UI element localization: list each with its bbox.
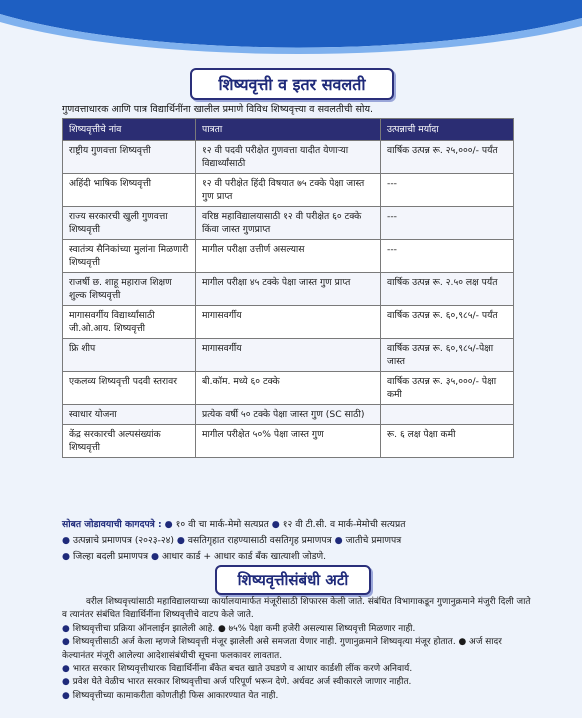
list-item [62,690,532,703]
list-item [62,663,532,676]
cell-eligibility: मागील परीक्षा उत्तीर्ण असल्यास [196,240,381,273]
cell-income: वार्षिक उत्पन्न रू. २.५० लक्ष पर्यंत [381,273,514,306]
terms-list [62,623,532,703]
bullet-icon: ● [62,535,71,546]
bullet-icon: ● [62,677,70,688]
document-item: वसतिगृहात राहण्यासाठी वसतिगृह प्रमाणपत्र [187,535,332,546]
term-text: शिष्यवृत्तीच्या कामाकरीता कोणतीही फिस आकारण्यात येत नाही. [72,690,279,701]
cell-name: स्वाधार योजना [63,405,196,425]
cell-name: अहिंदी भाषिक शिष्यवृत्ती [63,174,196,207]
cell-name: राष्ट्रीय गुणवत्ता शिष्यवृत्ती [63,141,196,174]
document-item: जातीचे प्रमाणपत्र [345,535,402,546]
term-text: प्रवेश घेते वेळीच भारत सरकार शिष्यवृत्तीचा अर्ज परिपूर्ण भरून देणे. अर्धवट अर्ज स्वीकारले जाणार नाहीत. [72,677,412,688]
table-row [63,405,514,425]
document-item: १२ वी टी.सी. व मार्क-मेमोची सत्यप्रत [282,519,406,530]
cell-eligibility: प्रत्येक वर्षी ५० टक्के पेक्षा जास्त गुण (SC साठी) [196,405,381,425]
header-scholarship-name: शिष्यवृत्तीचे नांव [63,119,196,141]
bullet-icon: ● [62,551,71,562]
table-row [63,207,514,240]
cell-eligibility: मागासवर्गीय [196,339,381,372]
term-text: शिष्यवृत्तीसाठी अर्ज केला म्हणजे शिष्यवृत्ती मंजूर झालेली असे समजता येणार नाही. गुणानुक्रमाने शिष्यवृत्या मंजूर होतात. ● अर्ज सादर केल्यानंतर मंजूरी आलेल्या आदेशासंबंधीची सूचना फलकावर लावतात. [62,637,502,661]
bullet-icon: ● [62,664,70,675]
cell-eligibility: वरिष्ठ महाविद्यालयासाठी १२ वी परीक्षेत ६० टक्के किंवा जास्त गुणप्राप्त [196,207,381,240]
document-item: जिल्हा बदली प्रमाणपत्र [73,551,149,562]
bullet-icon: ● [62,623,70,634]
bullet-icon: ● [176,535,185,546]
cell-name: स्वातंत्र्य सैनिकांच्या मुलांना मिळणारी शिष्यवृत्ती [63,240,196,273]
cell-eligibility: १२ वी पदवी परीक्षेत गुणवत्ता यादीत येणाऱ्या विद्यार्थ्यांसाठी [196,141,381,174]
table-row [63,425,514,458]
cell-name: एकलव्य शिष्यवृत्ती पदवी स्तरावर [63,372,196,405]
bullet-icon: ● [164,519,173,530]
cell-income: वार्षिक उत्पन्न रू. ३५,०००/- पेक्षा कमी [381,372,514,405]
cell-name: राजर्षी छ. शाहू महाराज शिक्षण शुल्क शिष्यवृत्ती [63,273,196,306]
cell-name: मागासवर्गीय विद्यार्थ्यांसाठी जी.ओ.आय. शिष्यवृत्ती [63,306,196,339]
documents-lead: सोबत जोडावयाची कागदपत्रे : [62,519,162,530]
cell-income: वार्षिक उत्पन्न रू. २५,०००/- पर्यंत [381,141,514,174]
cell-eligibility: मागासवर्गीय [196,306,381,339]
scholarship-heading: शिष्यवृत्ती व इतर सवलती [190,68,394,100]
list-item [62,636,532,663]
cell-eligibility: मागील परीक्षेत ५०% पेक्षा जास्त गुण [196,425,381,458]
cell-eligibility: बी.कॉम. मध्ये ६० टक्के [196,372,381,405]
cell-eligibility: १२ वी परीक्षेत हिंदी विषयात ७५ टक्के पेक्षा जास्त गुण प्राप्त [196,174,381,207]
cell-income: --- [381,240,514,273]
cell-income [381,405,514,425]
table-row [63,273,514,306]
list-item [62,676,532,689]
table-row [63,240,514,273]
terms-section [62,596,532,703]
bullet-icon: ● [334,535,343,546]
cell-name: राज्य सरकारची खुली गुणवत्ता शिष्यवृत्ती [63,207,196,240]
cell-income: --- [381,207,514,240]
cell-income: रू. ६ लक्ष पेक्षा कमी [381,425,514,458]
table-row [63,339,514,372]
header-income-limit: उत्पन्नाची मर्यादा [381,119,514,141]
document-item: १० वी चा मार्क-मेमो सत्यप्रत [175,519,269,530]
table-header-row [63,119,514,141]
top-wave-decoration [0,0,582,60]
cell-income: --- [381,174,514,207]
table-row [63,372,514,405]
cell-eligibility: मागील परीक्षा ४५ टक्के पेक्षा जास्त गुण प्राप्त [196,273,381,306]
cell-income: वार्षिक उत्पन्न रू. ६०,९८५/- पर्यंत [381,306,514,339]
bullet-icon: ● [62,690,70,701]
scholarship-table [62,118,514,458]
term-text: भारत सरकार शिष्यवृत्तीधारक विद्यार्थिनींना बँकेत बचत खाते उघडणे व आधार कार्डशी लींक करणे अनिवार्य. [72,664,413,675]
bullet-icon: ● [271,519,280,530]
intro-text: गुणवत्ताधारक आणि पात्र विद्यार्थिनींना खालील प्रमाणे विविध शिष्यवृत्त्या व सवलतीची सोय. [62,104,374,115]
document-item: उत्पन्नाचे प्रमाणपत्र (२०२३-२४) [73,535,174,546]
table-row [63,174,514,207]
terms-intro: वरील शिष्यवृत्त्यांसाठी महाविद्यालयाच्या कार्यालयामार्फत मंजूरीसाठी शिफारस केली जाते. संबंधित विभागाकडून गुणानुक्रमाने मंजुरी दिली जाते व त्यानंतर संबंधित विद्यार्थिनींना शिष्यवृत्तीचे वाटप केले जाते. [62,597,531,621]
term-text: शिष्यवृत्तीचा प्रक्रिया ऑनलाईन झालेली आहे. ● ७५% पेक्षा कमी हजेरी असल्यास शिष्यवृत्ती मिळणार नाही. [72,623,416,634]
cell-name: फ्रि शीप [63,339,196,372]
list-item [62,623,532,636]
table-row [63,306,514,339]
cell-income: वार्षिक उत्पन्न रू. ६०,९८५/-पेक्षा जास्त [381,339,514,372]
header-eligibility: पात्रता [196,119,381,141]
bullet-icon: ● [150,551,160,562]
required-documents [62,517,562,565]
cell-name: केंद्र सरकारची अल्पसंख्यांक शिष्यवृत्ती [63,425,196,458]
table-row [63,141,514,174]
bullet-icon: ● [62,637,70,648]
terms-heading: शिष्यवृत्तीसंबंधी अटी [215,565,371,595]
document-item: आधार कार्ड + आधार कार्ड बँक खात्याशी जोडणे. [162,551,327,562]
